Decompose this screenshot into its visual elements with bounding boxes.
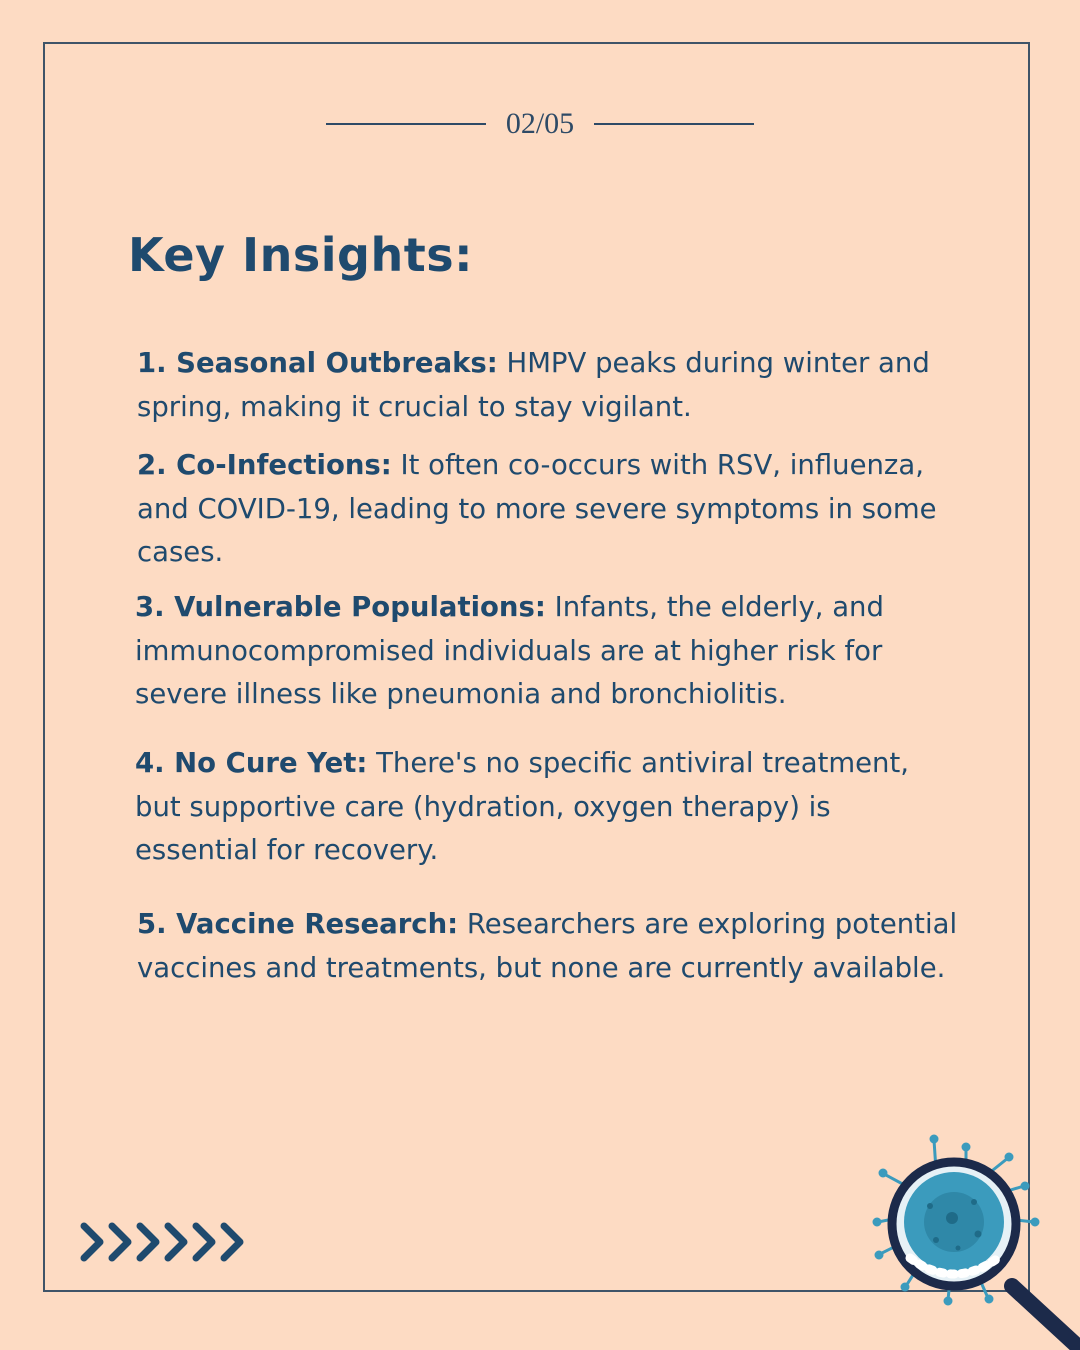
insight-text: There's no specific antiviral treatment, but supportive care (hydration, oxygen therapy) is essential for recovery. <box>135 747 910 866</box>
insight-heading: 3. Vulnerable Populations: <box>135 591 546 623</box>
insight-item <box>135 586 935 717</box>
page-number: 02/05 <box>505 107 575 140</box>
insight-item <box>135 742 955 873</box>
page-indicator <box>0 106 1080 142</box>
virus-magnifier-icon <box>870 1130 1080 1350</box>
insight-text: It often co-occurs with RSV, influenza, and COVID-19, leading to more severe symptoms in some cases. <box>137 449 937 568</box>
insight-text: HMPV peaks during winter and spring, making it crucial to stay vigilant. <box>137 347 930 423</box>
insight-text: Infants, the elderly, and immunocompromised individuals are at higher risk for severe illness like pneumonia and bronchiolitis. <box>135 591 884 710</box>
right-rule <box>594 123 754 125</box>
insight-heading: 5. Vaccine Research: <box>137 908 459 940</box>
left-rule <box>326 123 486 125</box>
insight-heading: 1. Seasonal Outbreaks: <box>137 347 498 379</box>
chevron-arrows-icon[interactable] <box>78 1220 254 1264</box>
insight-item <box>137 903 1037 990</box>
page-title: Key Insights: <box>128 228 473 282</box>
insight-heading: 2. Co-Infections: <box>137 449 392 481</box>
insight-heading: 4. No Cure Yet: <box>135 747 368 779</box>
insight-text: Researchers are exploring potential vaccines and treatments, but none are currently available. <box>137 908 958 984</box>
insight-item <box>137 444 977 575</box>
insight-item <box>137 342 997 429</box>
